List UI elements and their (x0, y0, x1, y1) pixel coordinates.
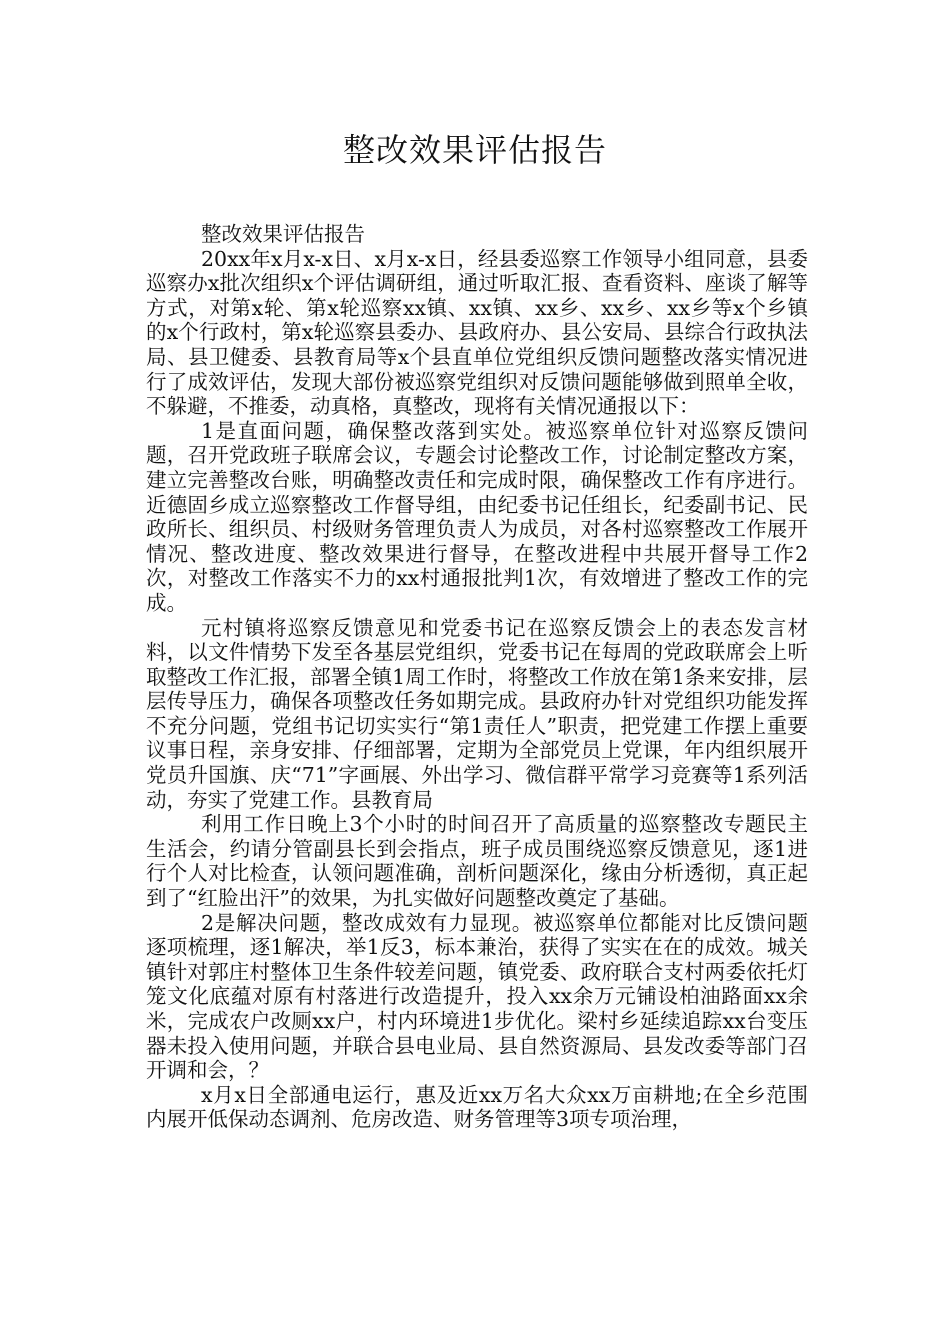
education-bureau-paragraph: 利用工作日晚上3个小时的时间召开了高质量的巡察整改专题民主生活会，约请分管副县长到会指点，班子成员围绕巡察反馈意见，逐1进行个人对比检查，认领问题准确，剖析问题深化，缘由分析透彻，真正起到了“红脸出汗”的效果，为扎实做好问题整改奠定了基础。 (146, 812, 808, 911)
section-two-paragraph: 2是解决问题，整改成效有力显现。被巡察单位都能对比反馈问题逐项梳理，逐1解决，举1反3，标本兼治，获得了实实在在的成效。城关镇针对郭庄村整体卫生条件较差问题，镇党委、政府联合支村两委依托灯笼文化底蕴对原有村落进行改造提升，投入xx余万元铺设柏油路面xx余米，完成农户改厕xx户，村内环境进1步优化。梁村乡延续追踪xx台变压器未投入使用问题，并联合县电业局、县自然资源局、县发改委等部门召开调和会，？ (146, 910, 808, 1083)
document-title: 整改效果评估报告 (342, 131, 607, 169)
yuancun-paragraph: 元村镇将巡察反馈意见和党委书记在巡察反馈会上的表态发言材料，以文件情势下发至各基层党组织，党委书记在每周的党政联席会上听取整改工作汇报，部署全镇1周工作时，将整改工作放在第1条来安排，层层传导压力，确保各项整改任务如期完成。县政府办针对党组织功能发挥不充分问题，党组书记切实实行“第1责任人”职责，把党建工作摆上重要议事日程，亲身安排、仔细部署，定期为全部党员上党课，年内组织展开党员升国旗、庆“71”字画展、外出学习、微信群平常学习竞赛等1系列活动，夯实了党建工作。县教育局 (146, 615, 808, 812)
document-body (146, 222, 808, 1132)
intro-paragraph: 20xx年x月x-x日、x月x-x日，经县委巡察工作领导小组同意，县委巡察办x批次组织x个评估调研组，通过听取汇报、查看资料、座谈了解等方式，对第x轮、第x轮巡察xx镇、xx镇、xx乡、xx乡、xx乡等x个乡镇的x个行政村，第x轮巡察县委办、县政府办、县公安局、县综合行政执法局、县卫健委、县教育局等x个县直单位党组织反馈问题整改落实情况进行了成效评估，发现大部份被巡察党组织对反馈问题能够做到照单全收，不躲避，不推委，动真格，真整改，现将有关情况通报以下： (146, 246, 808, 419)
power-restoration-paragraph: x月x日全部通电运行，惠及近xx万名大众xx万亩耕地;在全乡范围内展开低保动态调剂、危房改造、财务管理等3项专项治理， (146, 1082, 808, 1132)
section-one-paragraph: 1是直面问题，确保整改落到实处。被巡察单位针对巡察反馈问题，召开党政班子联席会议，专题会讨论整改工作，讨论制定整改方案，建立完善整改台账，明确整改责任和完成时限，确保整改工作有序进行。近德固乡成立巡察整改工作督导组，由纪委书记任组长，纪委副书记、民政所长、组织员、村级财务管理负责人为成员，对各村巡察整改工作展开情况、整改进度、整改效果进行督导，在整改进程中共展开督导工作2次，对整改工作落实不力的xx村通报批判1次，有效增进了整改工作的完成。 (146, 418, 808, 615)
subtitle-paragraph: 整改效果评估报告 (201, 222, 365, 246)
